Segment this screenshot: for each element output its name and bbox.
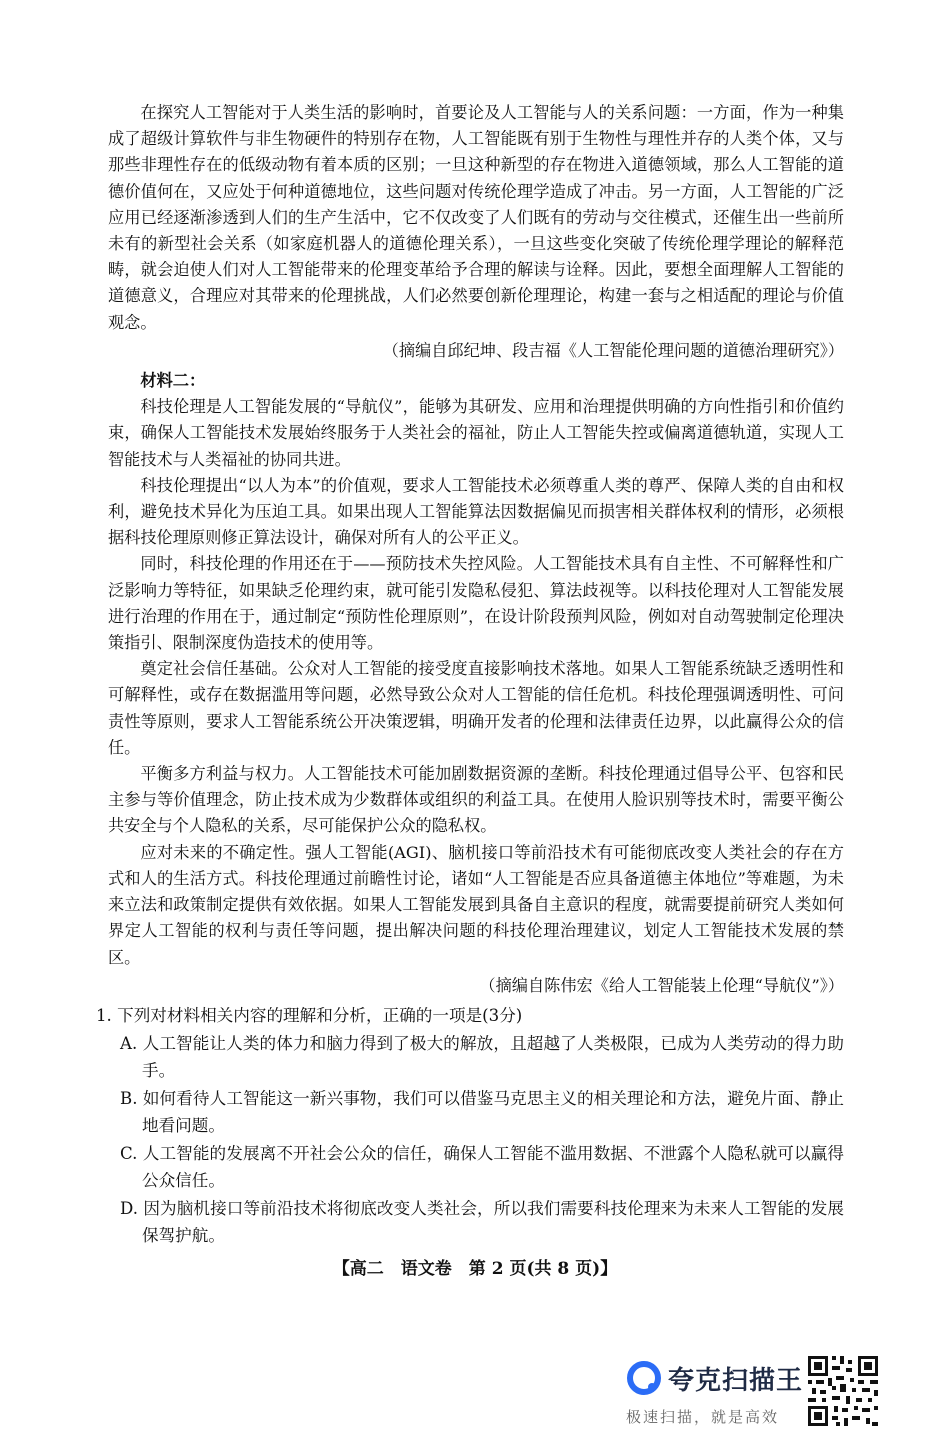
material2-paragraph-3: 同时，科技伦理的作用还在于——预防技术失控风险。人工智能技术具有自主性、不可解释性和广泛影响力等特征，如果缺乏伦理约束，就可能引发隐私侵犯、算法歧视等。以科技伦理对人工智能发展进行治理的作用在于，通过制定“预防性伦理原则”，在设计阶段预判风险，例如对自动驾驶制定伦理决策指引、限制深度伪造技术的使用等。 xyxy=(108,554,844,653)
material2-heading: 材料二： xyxy=(140,371,206,391)
question-1 xyxy=(96,1003,844,1250)
material1-paragraph: 在探究人工智能对于人类生活的影响时，首要论及人工智能与人的关系问题：一方面，作为一种集成了超级计算软件与非生物硬件的特别存在物，人工智能既有别于生物性与理性并存的人类个体，又与那些非理性存在的低级动物有着本质的区别；一旦这种新型的存在物进入道德领域，那么人工智能的道德价值何在，又应处于何种道德地位，这些问题对传统伦理学造成了冲击。另一方面，人工智能的广泛应用已经逐渐渗透到人们的生产生活中，它不仅改变了人们既有的劳动与交往模式，还催生出一些前所未有的新型社会关系（如家庭机器人的道德伦理关系），一旦这些变化突破了传统伦理学理论的解释范畴，就会迫使人们对人工智能带来的伦理变革给予合理的解读与诠释。因此，要想全面理解人工智能的道德意义，合理应对其带来的伦理挑战，人们必然要创新伦理理论，构建一套与之相适配的理论与价值观念。 xyxy=(108,103,844,332)
scanner-brand: 夸克扫描王 xyxy=(668,1366,804,1396)
question-1-option-d: D. 因为脑机接口等前沿技术将彻底改变人类社会，所以我们需要科技伦理来为未来人工智能的发展保驾护航。 xyxy=(120,1199,844,1245)
question-1-option-a: A. 人工智能让人类的体力和脑力得到了极大的解放，且超越了人类极限，已成为人类劳动的得力助手。 xyxy=(120,1034,844,1080)
question-1-option-c: C. 人工智能的发展离不开社会公众的信任，确保人工智能不滥用数据、不泄露个人隐私就可以赢得公众信任。 xyxy=(120,1144,844,1190)
material2-paragraph-1: 科技伦理是人工智能发展的“导航仪”，能够为其研发、应用和治理提供明确的方向性指引和价值约束，确保人工智能技术发展始终服务于人类社会的福祉，防止人工智能失控或偏离道德轨道，实现人工智能技术与人类福祉的协同共进。 xyxy=(108,397,844,469)
question-1-option-b: B. 如何看待人工智能这一新兴事物，我们可以借鉴马克思主义的相关理论和方法，避免片面、静止地看问题。 xyxy=(120,1089,844,1135)
question-1-stem: 1. 下列对材料相关内容的理解和分析，正确的一项是(3分) xyxy=(96,1005,523,1025)
qr-code-icon xyxy=(806,1354,880,1428)
material2-paragraph-4: 奠定社会信任基础。公众对人工智能的接受度直接影响技术落地。如果人工智能系统缺乏透明性和可解释性，或存在数据滥用等问题，必然导致公众对人工智能的信任危机。科技伦理强调透明性、可问责性等原则，要求人工智能系统公开决策逻辑，明确开发者的伦理和法律责任边界，以此赢得公众的信任。 xyxy=(108,659,844,757)
material2-paragraph-6: 应对未来的不确定性。强人工智能(AGI)、脑机接口等前沿技术有可能彻底改变人类社会的存在方式和人的生活方式。科技伦理通过前瞻性讨论，诸如“人工智能是否应具备道德主体地位”等难题，为未来立法和政策制定提供有效依据。如果人工智能发展到具备自主意识的程度，就需要提前研究人类如何界定人工智能的权利与责任等问题，提出解决问题的科技伦理治理建议，划定人工智能技术发展的禁区。 xyxy=(108,842,844,967)
scanner-slogan: 极速扫描，就是高效 xyxy=(626,1408,780,1426)
scanner-logo-icon xyxy=(626,1360,662,1396)
material2-paragraph-5: 平衡多方利益与权力。人工智能技术可能加剧数据资源的垄断。科技伦理通过倡导公平、包容和民主参与等价值理念，防止技术成为少数群体或组织的利益工具。在使用人脸识别等技术时，需要平衡公共安全与个人隐私的关系，尽可能保护公众的隐私权。 xyxy=(108,764,844,836)
passage-body xyxy=(96,100,844,1249)
page-footer: 【高二 语文卷 第 2 页(共 8 页)】 xyxy=(332,1259,618,1279)
scanner-watermark xyxy=(620,1354,875,1434)
material2-paragraph-2: 科技伦理提出“以人为本”的价值观，要求人工智能技术必须尊重人类的尊严、保障人类的自由和权利，避免技术异化为压迫工具。如果出现人工智能算法因数据偏见而损害相关群体权利的情形，必须根据科技伦理原则修正算法设计，确保对所有人的公平正义。 xyxy=(108,475,844,548)
material2-source: （摘编自陈伟宏《给人工智能装上伦理“导航仪”》） xyxy=(479,975,844,995)
material1-source: （摘编自邱纪坤、段吉福《人工智能伦理问题的道德治理研究》） xyxy=(382,340,844,360)
